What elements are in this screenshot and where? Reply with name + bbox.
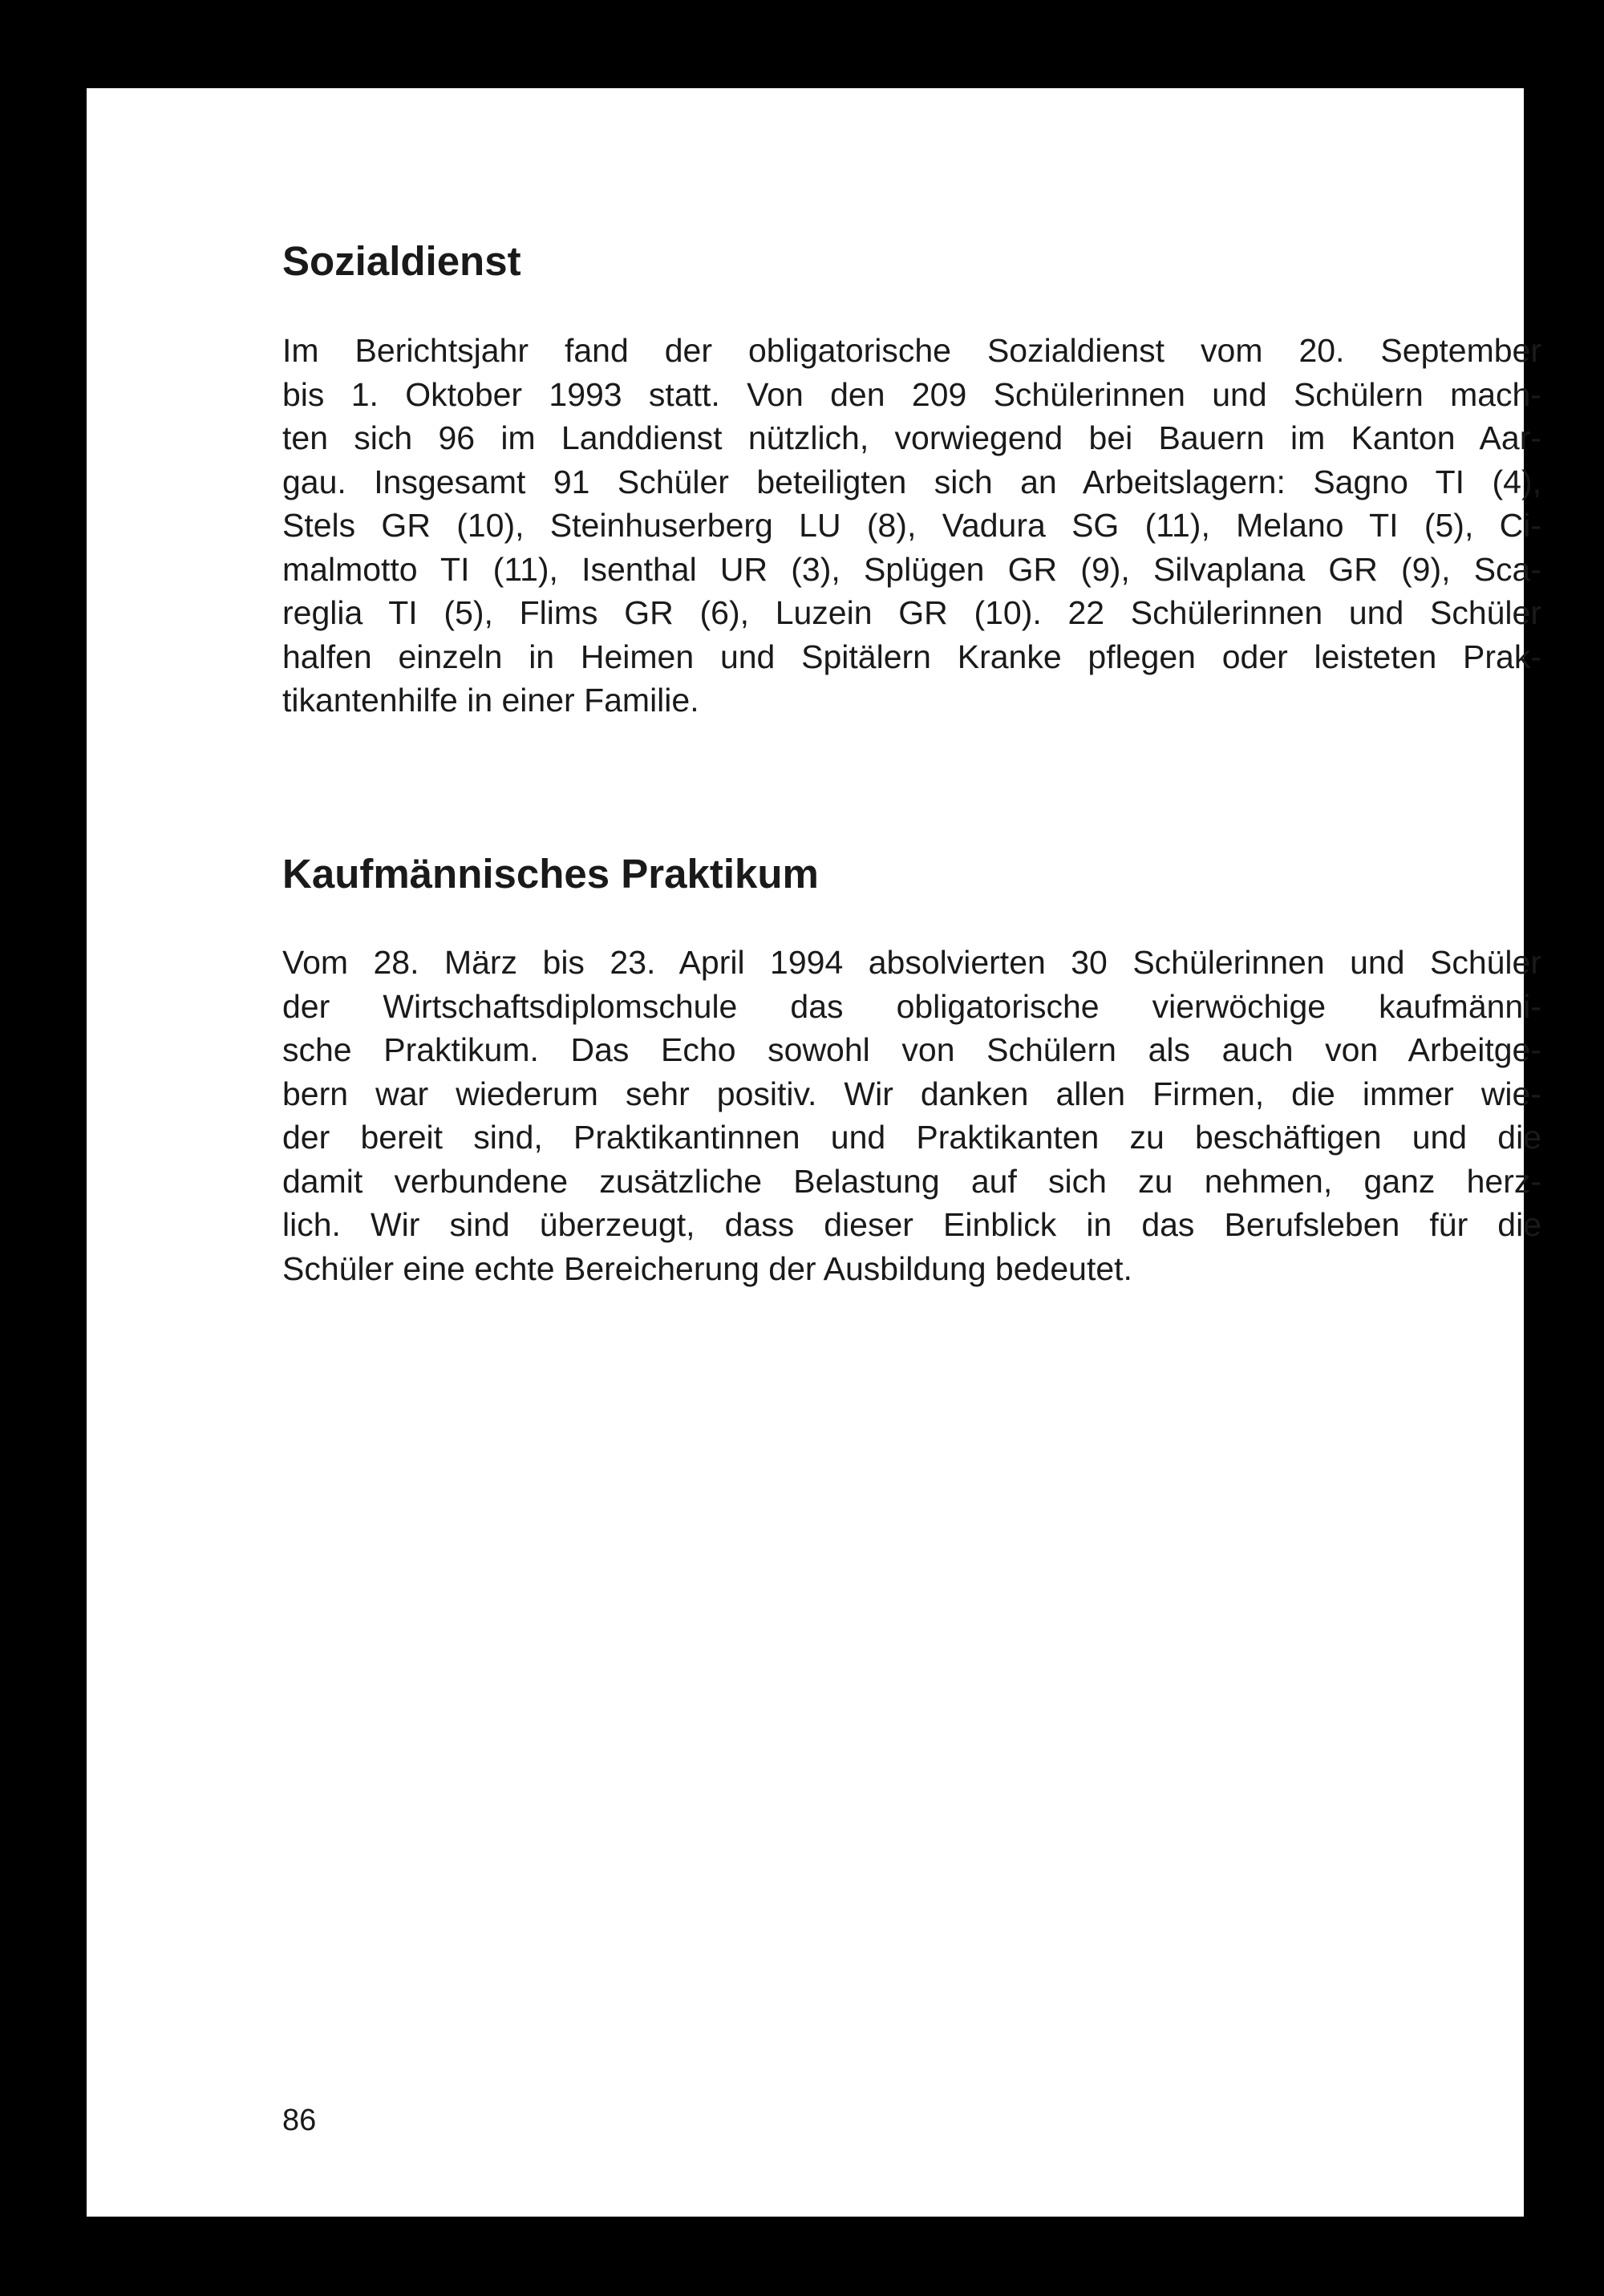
praktikum-paragraph — [282, 941, 1541, 1290]
paragraph-line: ten sich 96 im Landdienst nützlich, vorwiegend bei Bauern im Kanton Aar- — [282, 419, 1541, 456]
paragraph-line: der Wirtschaftsdiplomschule das obligatorische vierwöchige kaufmänni- — [282, 987, 1541, 1025]
sozialdienst-paragraph — [282, 329, 1541, 723]
paragraph-line: sche Praktikum. Das Echo sowohl von Schülern als auch von Arbeitge- — [282, 1031, 1541, 1068]
paragraph-line: halfen einzeln in Heimen und Spitälern Kranke pflegen oder leisteten Prak- — [282, 638, 1541, 675]
paragraph-line: Stels GR (10), Steinhuserberg LU (8), Vadura SG (11), Melano TI (5), Ci- — [282, 507, 1541, 544]
paragraph-line: Vom 28. März bis 23. April 1994 absolvierten 30 Schülerinnen und Schüler — [282, 944, 1541, 981]
paragraph-line: Im Berichtsjahr fand der obligatorische Sozialdienst vom 20. September — [282, 332, 1541, 369]
paragraph-line: Schüler eine echte Bereicherung der Ausbildung bedeutet. — [282, 1249, 1132, 1287]
paragraph-line: gau. Insgesamt 91 Schüler beteiligten sich an Arbeitslagern: Sagno TI (4), — [282, 463, 1541, 500]
paragraph-line: bis 1. Oktober 1993 statt. Von den 209 Schülerinnen und Schülern mach- — [282, 375, 1541, 413]
section-heading-sozialdienst: Sozialdienst — [282, 238, 521, 284]
paragraph-line: damit verbundene zusätzliche Belastung auf sich zu nehmen, ganz herz- — [282, 1162, 1541, 1200]
paragraph-line: lich. Wir sind überzeugt, dass dieser Einblick in das Berufsleben für die — [282, 1206, 1541, 1243]
paragraph-line: reglia TI (5), Flims GR (6), Luzein GR (10). 22 Schülerinnen und Schüler — [282, 594, 1541, 631]
page-number: 86 — [282, 2104, 317, 2137]
section-heading-kaufmaennisches-praktikum: Kaufmännisches Praktikum — [282, 851, 819, 897]
paragraph-line: malmotto TI (11), Isenthal UR (3), Splügen GR (9), Silvaplana GR (9), Sca- — [282, 550, 1541, 588]
paragraph-line: tikantenhilfe in einer Familie. — [282, 682, 699, 719]
paragraph-line: bern war wiederum sehr positiv. Wir danken allen Firmen, die immer wie- — [282, 1075, 1541, 1112]
paragraph-line: der bereit sind, Praktikantinnen und Praktikanten zu beschäftigen und die — [282, 1119, 1541, 1156]
document-page — [87, 88, 1541, 2217]
